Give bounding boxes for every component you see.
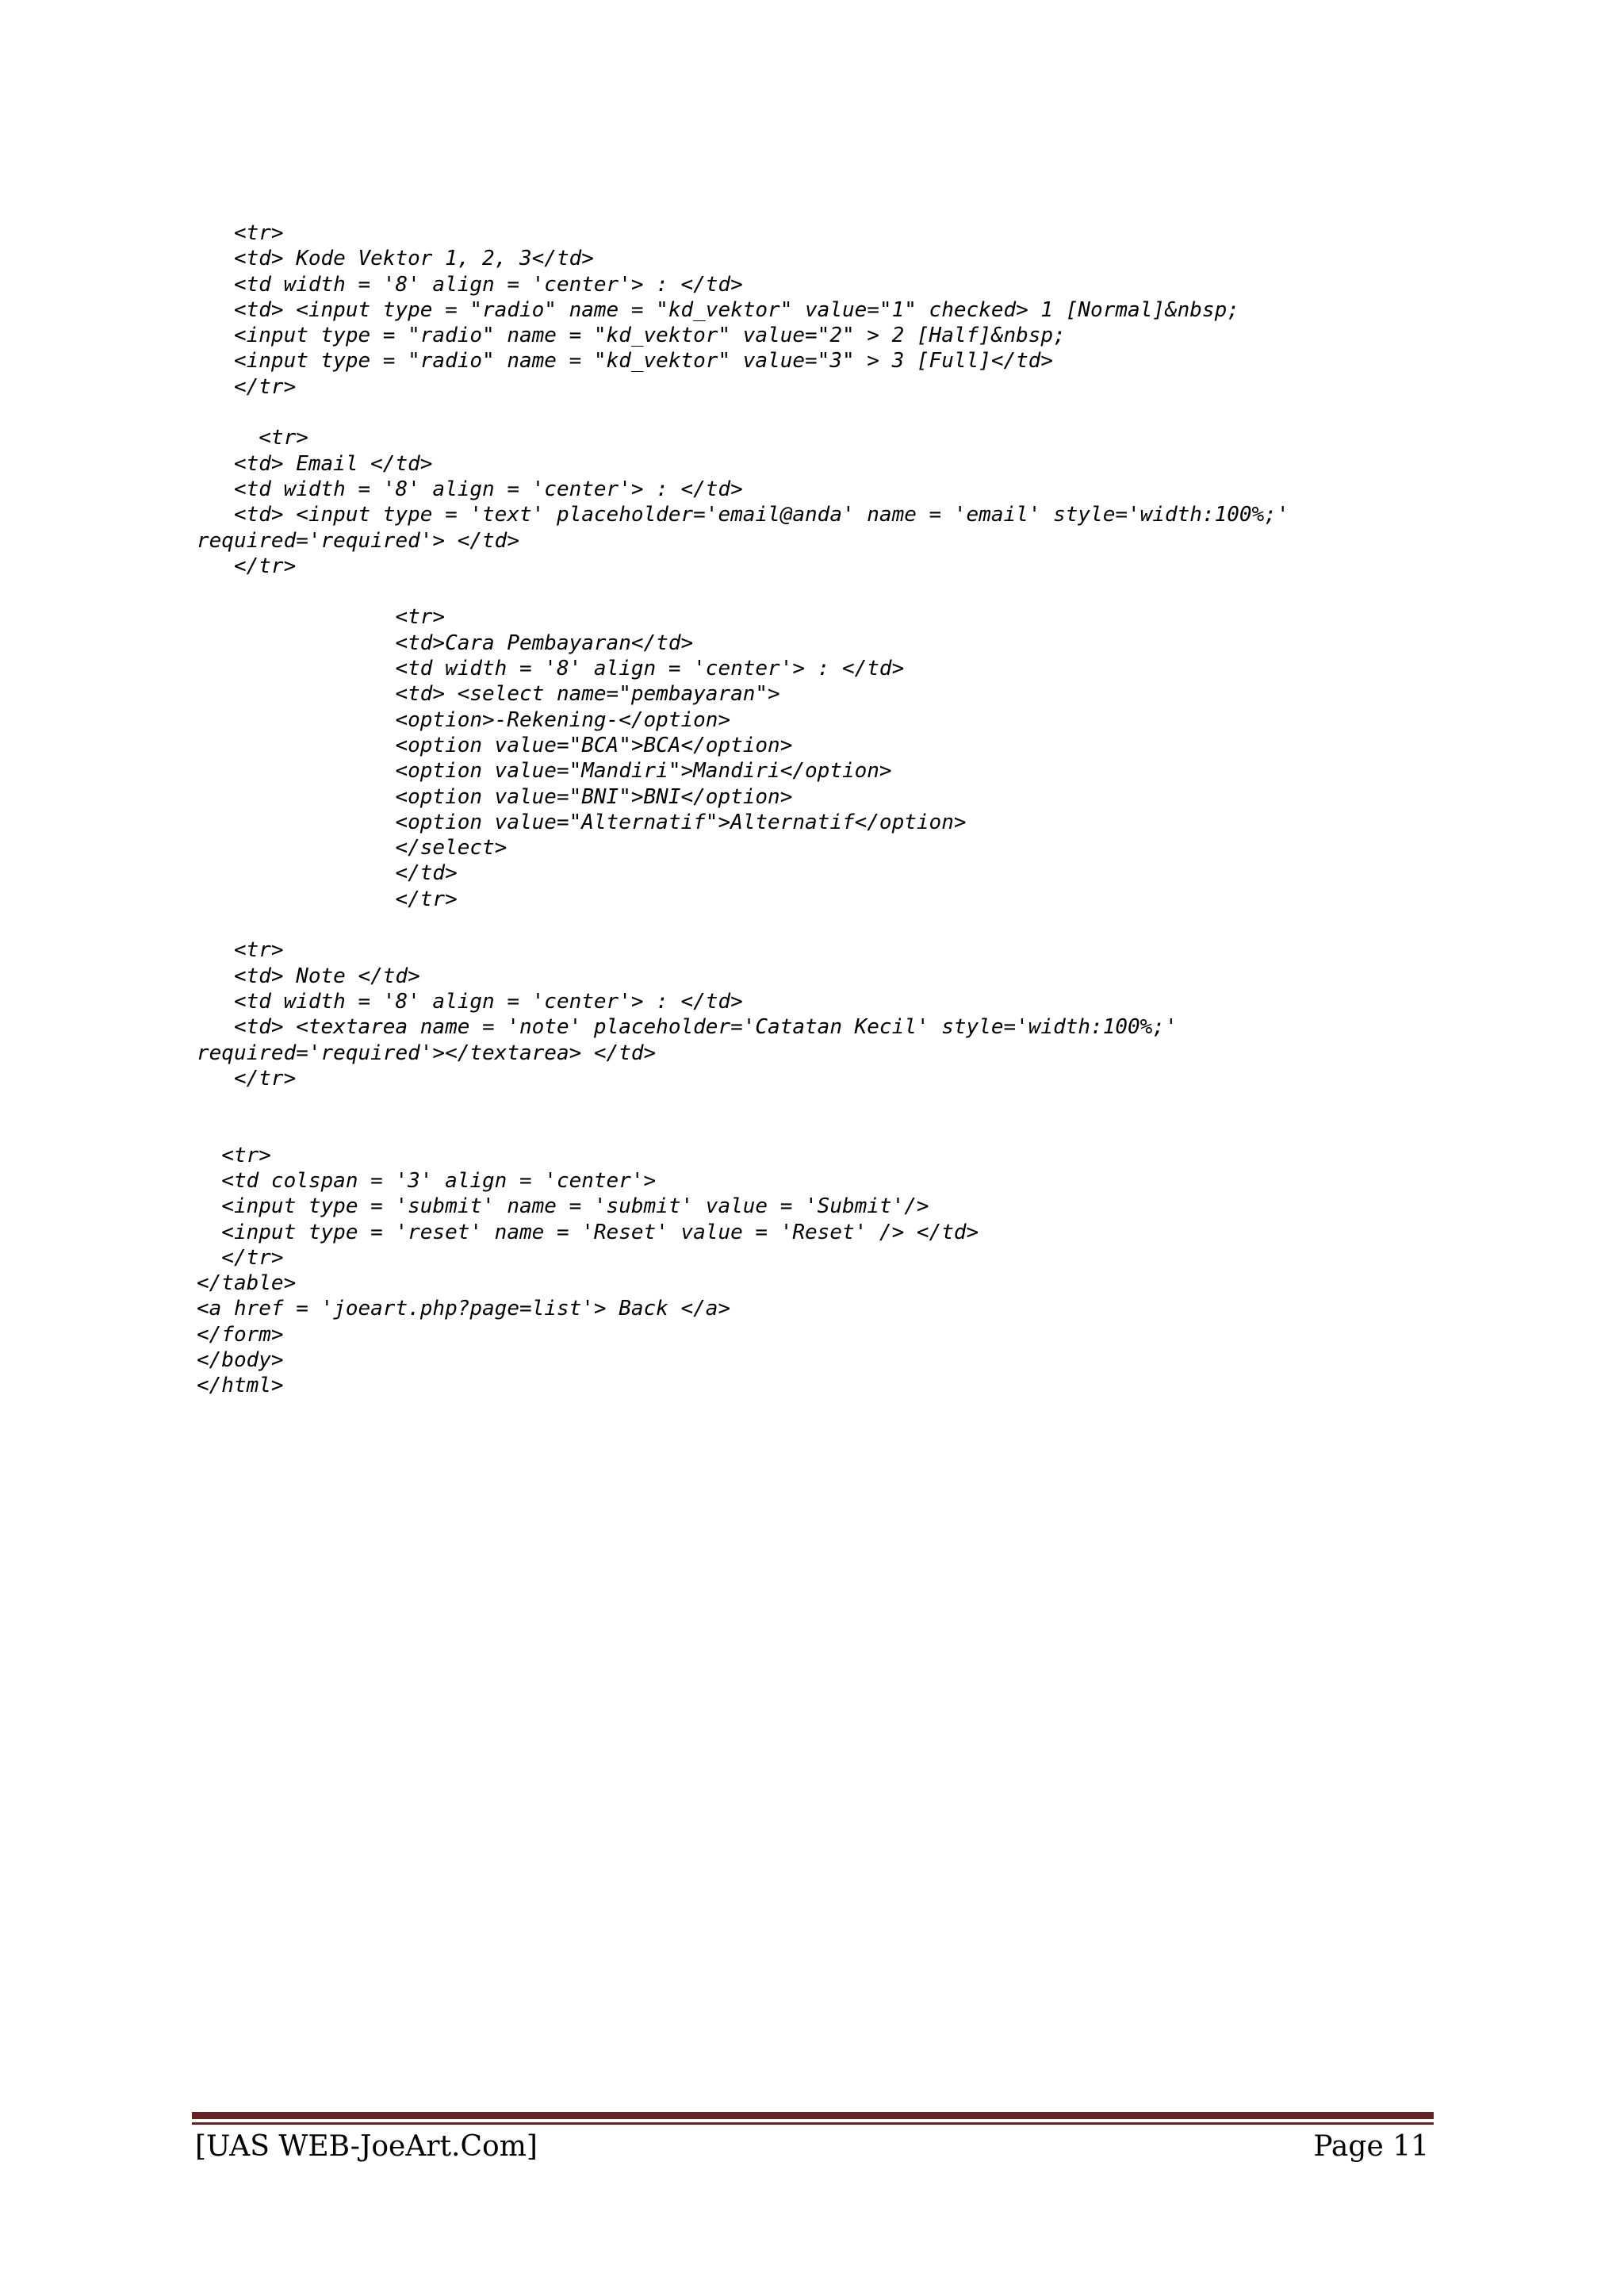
code-line: <td colspan = '3' align = 'center'> [197, 1168, 657, 1193]
code-line: <td>Cara Pembayaran</td> [197, 631, 694, 655]
code-line: <option value="Alternatif">Alternatif</option> [197, 810, 967, 834]
code-line [197, 1117, 1497, 1142]
footer-page-number: Page 11 [1313, 2130, 1429, 2163]
code-line: <td> <textarea name = 'note' placeholder='Catatan Kecil' style='width:100%;' [197, 1015, 1178, 1040]
code-line: <td> <input type = 'text' placeholder='email@anda' name = 'email' style='width:100%;' [197, 503, 1289, 527]
code-line: </body> [197, 1348, 284, 1373]
code-line: <tr> [197, 938, 284, 963]
code-line: </html> [197, 1374, 284, 1398]
code-line: <td width = '8' align = 'center'> : </td> [197, 477, 743, 501]
code-line: <input type = "radio" name = "kd_vektor" value="3" > 3 [Full]</td> [197, 349, 1054, 374]
code-line [197, 912, 1497, 937]
code-line: <option value="BNI">BNI</option> [197, 784, 793, 809]
code-line: <td> Note </td> [197, 964, 420, 988]
code-line: <td> Kode Vektor 1, 2, 3</td> [197, 247, 594, 271]
code-line: <option value="Mandiri">Mandiri</option> [197, 759, 892, 784]
code-line [197, 400, 1497, 425]
code-line: </tr> [197, 887, 458, 911]
code-line: <tr> [197, 221, 284, 245]
code-line: </form> [197, 1322, 284, 1347]
code-line: <input type = "radio" name = "kd_vektor" value="2" > 2 [Half]&nbsp; [197, 324, 1066, 348]
code-line: </tr> [197, 1066, 297, 1091]
code-line: <td> Email </td> [197, 451, 433, 476]
code-line: <option>-Rekening-</option> [197, 707, 731, 732]
footer-rule-thin [192, 2122, 1434, 2125]
code-line: <tr> [197, 426, 308, 450]
code-line: </select> [197, 836, 508, 861]
code-line: required='required'></textarea> </td> [197, 1041, 657, 1065]
code-line: <tr> [197, 1143, 271, 1167]
code-line: <input type = 'reset' name = 'Reset' value = 'Reset' /> </td> [197, 1220, 979, 1244]
code-line: <td width = '8' align = 'center'> : </td> [197, 272, 743, 297]
footer-rule-thick [192, 2112, 1434, 2119]
code-line: <td width = '8' align = 'center'> : </td> [197, 657, 905, 681]
code-line [197, 1091, 1497, 1117]
code-line: <option value="BCA">BCA</option> [197, 733, 793, 757]
code-line: </td> [197, 861, 458, 886]
code-line: <tr> [197, 605, 446, 630]
code-line: <td> <input type = "radio" name = "kd_vektor" value="1" checked> 1 [Normal]&nbsp; [197, 297, 1239, 322]
code-listing [197, 220, 1497, 1399]
code-line: <a href = 'joeart.php?page=list'> Back </a> [197, 1297, 731, 1321]
code-line: </tr> [197, 554, 297, 578]
code-line: <td> <select name="pembayaran"> [197, 682, 780, 707]
code-line: </tr> [197, 1245, 284, 1270]
code-line: <td width = '8' align = 'center'> : </td> [197, 989, 743, 1014]
code-line: </table> [197, 1271, 297, 1296]
code-line: </tr> [197, 374, 297, 399]
code-line: <input type = 'submit' name = 'submit' value = 'Submit'/> [197, 1194, 929, 1219]
code-line: required='required'> </td> [197, 528, 519, 553]
code-line [197, 579, 1497, 604]
footer-document-title: [UAS WEB-JoeArt.Com] [195, 2130, 538, 2163]
